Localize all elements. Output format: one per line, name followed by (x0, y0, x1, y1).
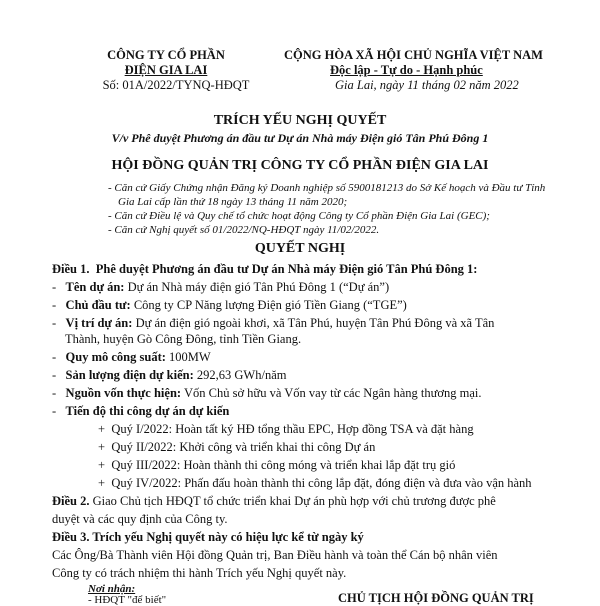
schedule-item: + Quý IV/2022: Phấn đấu hoàn thành thi công lắp đặt, đóng điện và đưa vào vận hành (98, 476, 532, 490)
project-item: - Chủ đầu tư: Công ty CP Năng lượng Điện gió Tiền Giang (“TGE”) (52, 298, 407, 312)
article-2-label: Điều 2. (52, 494, 90, 508)
company-name-line1: CÔNG TY CỔ PHẦN (107, 48, 225, 62)
schedule-item: + Quý I/2022: Hoàn tất ký HĐ tổng thầu EPC, Hợp đồng TSA và đặt hàng (98, 422, 474, 436)
project-item: - Quy mô công suất: 100MW (52, 350, 211, 364)
article-2: Điều 2. Giao Chủ tịch HĐQT tổ chức triển khai Dự án phù hợp với chủ trương được phê (52, 494, 496, 508)
project-item-continuation: Thành, huyện Gò Công Đông, tỉnh Tiền Giang. (65, 332, 302, 346)
decision-heading: QUYẾT NGHỊ (254, 241, 346, 256)
article-1-heading (52, 262, 477, 277)
project-item: - Nguồn vốn thực hiện: Vốn Chủ sở hữu và Vốn vay từ các Ngân hàng thương mại. (52, 386, 482, 400)
article-3-text: Các Ông/Bà Thành viên Hội đồng Quản trị, Ban Điều hành và toàn thể Cán bộ nhân viên (52, 548, 498, 562)
basis-text: Căn cứ Giấy Chứng nhận Đăng ký Doanh nghiệp số 5900181213 do Sở Kế hoạch và Đầu tư Tỉnh (114, 182, 546, 194)
project-item: - Tên dự án: Dự án Nhà máy điện gió Tân Phú Đông 1 (“Dự án”) (52, 280, 390, 294)
basis-item: - Căn cứ Giấy Chứng nhận Đăng ký Doanh nghiệp số 5900181213 do Sở Kế hoạch và Đầu tư Tỉnh (108, 182, 546, 194)
basis-item: - Căn cứ Nghị quyết số 01/2022/NQ-HĐQT ngày 11/02/2022. (108, 224, 380, 236)
document-title: TRÍCH YẾU NGHỊ QUYẾT (213, 113, 387, 128)
article-1-text: Phê duyệt Phương án đầu tư Dự án Nhà máy Điện gió Tân Phú Đông 1: (95, 262, 478, 276)
article-3-heading: Điều 3. Trích yếu Nghị quyết này có hiệu lực kể từ ngày ký (52, 530, 364, 544)
basis-text: Căn cứ Điều lệ và Quy chế tổ chức hoạt động Công ty Cổ phần Điện Gia Lai (GEC); (114, 210, 490, 222)
national-title: CỘNG HÒA XÃ HỘI CHỦ NGHĨA VIỆT NAM (284, 48, 543, 62)
schedule-item: + Quý III/2022: Hoàn thành thi công móng và triển khai lắp đặt trụ gió (98, 458, 456, 472)
recipients-label: Nơi nhận: (88, 583, 136, 595)
national-motto: Độc lập - Tự do - Hạnh phúc (330, 63, 483, 77)
article-1-label: Điều 1. (52, 262, 90, 276)
recipient-item: - HĐQT "để biết" (88, 594, 167, 606)
document-subject: V/v Phê duyệt Phương án đầu tư Dự án Nhà máy Điện gió Tân Phú Đông 1 (111, 131, 489, 145)
company-name-line2: ĐIỆN GIA LAI (124, 63, 208, 77)
project-item: - Tiến độ thi công dự án dự kiến (52, 404, 230, 418)
schedule-item: + Quý II/2022: Khởi công và triển khai thi công Dự án (98, 440, 376, 454)
document-number: Số: 01A/2022/TYNQ-HĐQT (102, 78, 250, 92)
article-3-text-continuation: Công ty có trách nhiệm thi hành Trích yếu Nghị quyết này. (52, 566, 347, 580)
document-date: Gia Lai, ngày 11 tháng 02 năm 2022 (335, 78, 519, 92)
signer-title: CHỦ TỊCH HỘI ĐỒNG QUẢN TRỊ (338, 591, 534, 605)
article-2-continuation: duyệt và các quy định của Công ty. (52, 512, 228, 526)
board-title: HỘI ĐỒNG QUẢN TRỊ CÔNG TY CỔ PHẦN ĐIỆN GIA LAI (111, 158, 489, 173)
project-item: - Vị trí dự án: Dự án điện gió ngoài khơi, xã Tân Phú, huyện Tân Phú Đông và xã Tân (52, 316, 495, 330)
basis-text: Căn cứ Nghị quyết số 01/2022/NQ-HĐQT ngày 11/02/2022. (114, 224, 380, 236)
project-item: - Sản lượng điện dự kiến: 292,63 GWh/năm (52, 368, 287, 382)
basis-item: - Căn cứ Điều lệ và Quy chế tổ chức hoạt động Công ty Cổ phần Điện Gia Lai (GEC); (108, 210, 490, 222)
basis-item-continuation: Gia Lai cấp lần thứ 18 ngày 13 tháng 11 năm 2020; (118, 196, 348, 208)
